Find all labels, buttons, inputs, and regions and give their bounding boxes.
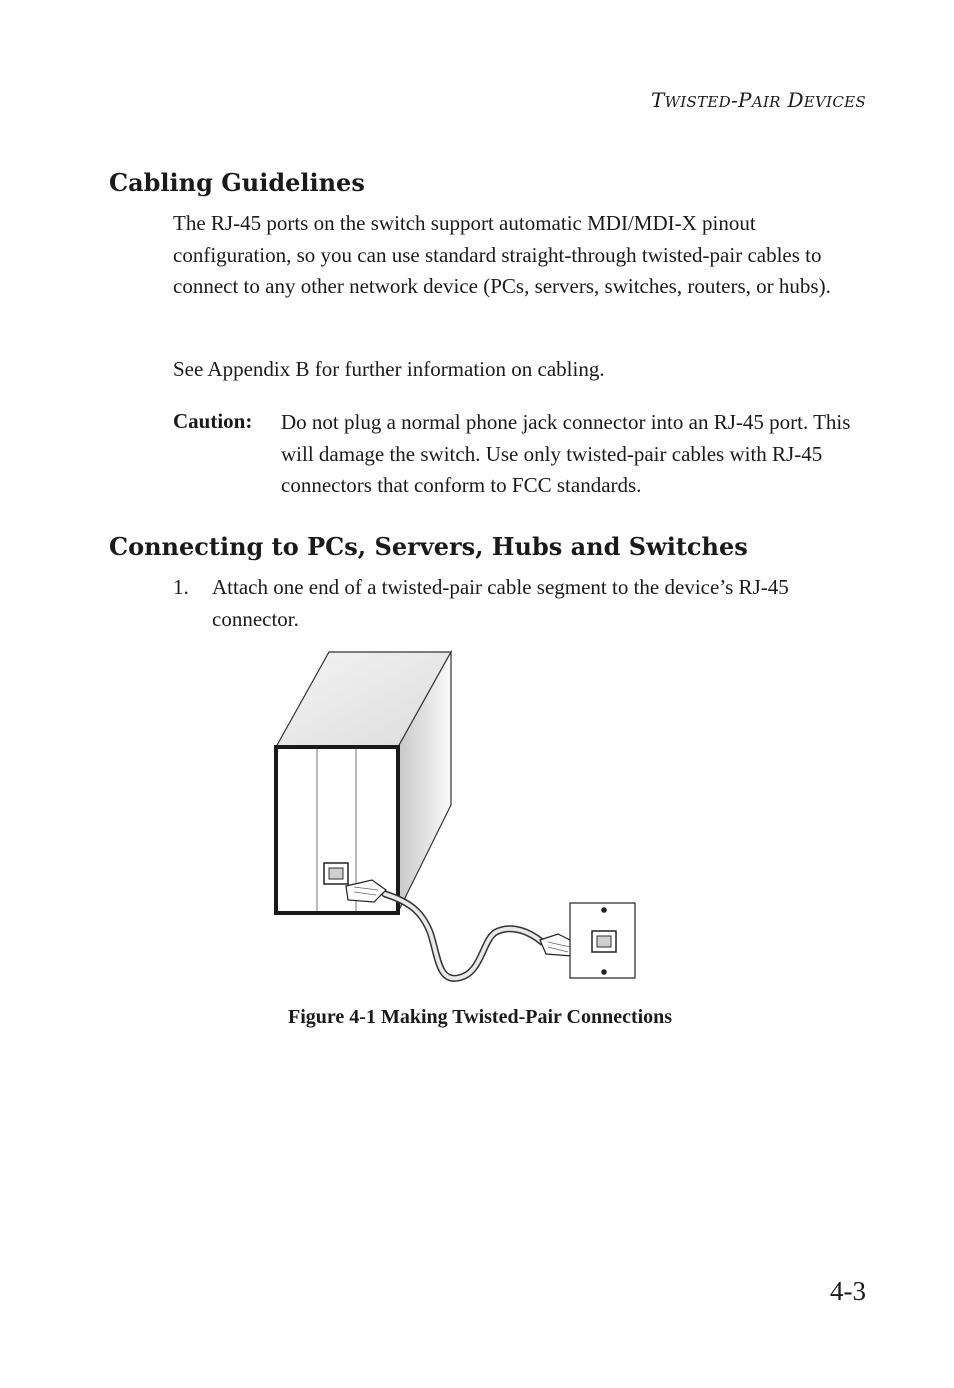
section-heading-connecting: Connecting to PCs, Servers, Hubs and Switches (109, 532, 748, 561)
twisted-pair-connection-illustration (260, 640, 650, 990)
step-number: 1. (173, 575, 189, 599)
section-heading-cabling: Cabling Guidelines (109, 168, 365, 197)
figure-caption: Figure 4-1 Making Twisted-Pair Connections (288, 1006, 673, 1028)
wall-jack-icon (570, 903, 635, 978)
network-device-icon (276, 652, 451, 913)
cabling-paragraph: The RJ-45 ports on the switch support automatic MDI/MDI-X pinout configuration, so you can use standard straight-through twisted-pair cables to connect to any other network device (PCs, servers, switches, routers, or hubs). (173, 211, 831, 298)
appendix-note: See Appendix B for further information on cabling. (173, 357, 605, 381)
page-number: 4-3 (830, 1276, 866, 1306)
caution-text: Do not plug a normal phone jack connector into an RJ-45 port. This will damage the switch. Use only twisted-pair cables with RJ-45 connectors that conform to FCC standards. (281, 410, 851, 497)
step-text: Attach one end of a twisted-pair cable segment to the device’s RJ-45 connector. (212, 575, 789, 631)
twisted-pair-cable-icon (346, 880, 578, 978)
caution-label: Caution: (173, 409, 253, 433)
running-header: TWISTED-PAIR DEVICES (650, 88, 866, 112)
